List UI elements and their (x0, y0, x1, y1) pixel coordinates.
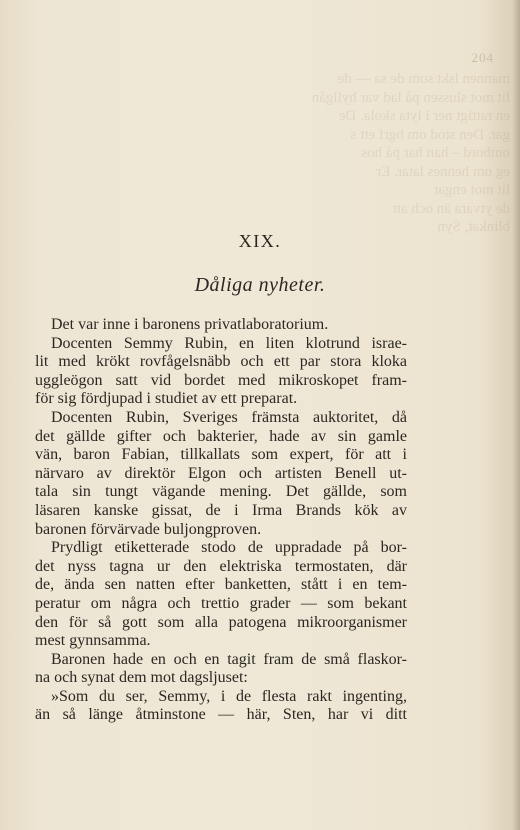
bleed-line: lit mot engar (433, 182, 510, 198)
text-line: de, ända sen natten efter banketten, stått i en tem- (35, 576, 407, 594)
chapter-title: Dåliga nyheter. (194, 274, 326, 296)
text-line: Baronen hade en och en tagit fram de små flaskor- (51, 650, 407, 668)
text-line: Docenten Rubin, Sveriges främsta auktoritet, då (51, 408, 407, 426)
text-line: uggleögon satt vid bordet med mikroskopet fram- (35, 371, 407, 389)
text-line: det nyss tagna ur den elektriska termostaten, där (35, 557, 407, 575)
body-text (35, 316, 407, 725)
text-line: än så länge åtminstone — här, Sten, har vi ditt (35, 706, 407, 724)
text-line: för sig fördjupad i studiet av ett preparat. (35, 390, 298, 408)
text-line: läsaren kanske gissat, de i Irma Brands kök av (35, 501, 407, 519)
text-line: na och synat dem mot dagsljuset: (35, 669, 248, 687)
chapter-number: XIX. (238, 231, 282, 251)
bleed-line: mannen lskt som de sa — de (337, 71, 510, 87)
text-line: Prydligt etiketterade stodo de uppradade på bor- (51, 539, 407, 557)
bleed-line: lit mot slussen på lad var hyllgån (311, 89, 510, 106)
bleed-line: ombord – han har på hos (361, 145, 510, 161)
text-line: den för så gott som alla patogena mikroorganismer (35, 613, 407, 631)
text-line: mest gynnsamma. (35, 632, 151, 650)
bleed-through-text (311, 70, 510, 300)
bleed-line: en rattigt ner i lyta skola. De (338, 108, 510, 124)
text-line: tala sin tungt vägande mening. Det gällde, som (35, 483, 407, 501)
bleed-line: gar. Den stod om bgrf ett s (350, 126, 510, 143)
text-line: det gällde gifter och bakterier, hade av sin gamle (35, 427, 407, 445)
text-line: Det var inne i baronens privatlaboratorium. (51, 316, 329, 333)
bleed-line: eg om hennes latar. Er (376, 163, 510, 180)
text-line: »Som du ser, Semmy, i de flesta rakt ingenting, (51, 687, 407, 705)
text-line: närvaro av direktör Elgon och artisten Benell ut- (35, 464, 407, 482)
text-line: peratur om några och trettio grader — som bekant (35, 594, 407, 612)
text-line: lit med krökt rovfågelsnäbb och ett par stora kloka (35, 353, 407, 371)
bleed-line: blinkat, Syn (437, 219, 510, 235)
bleed-line: de ytvara än och att (392, 200, 510, 217)
text-line: vän, baron Fabian, tillkallats som expert, för att i (35, 446, 407, 464)
text-line: baronen förvärvade buljongproven. (35, 520, 262, 538)
page-edge-shadow (512, 0, 520, 830)
text-line: Docenten Semmy Rubin, en liten klotrund israe- (51, 334, 407, 352)
page-number: 204 (471, 50, 494, 65)
